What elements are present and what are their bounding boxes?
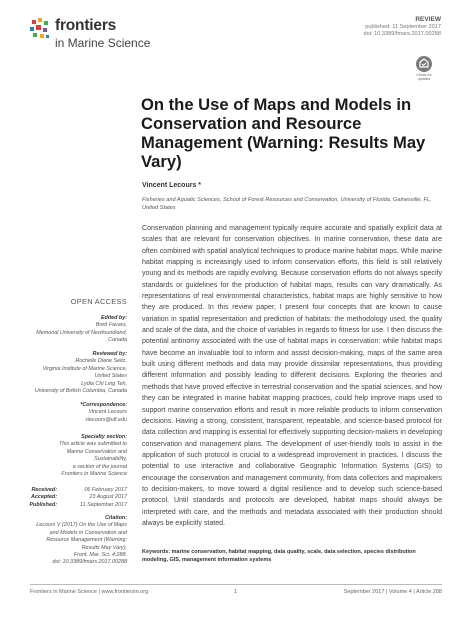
editor-line: Canada: [108, 337, 127, 344]
author-affiliation: Fisheries and Aquatic Sciences, School of Forest Resources and Conservation, University of Florida, Gainesville, FL, United States: [142, 197, 432, 211]
correspondence-email[interactable]: vlecours@ufl.edu: [85, 416, 127, 423]
section-line: This article was submitted to: [58, 441, 127, 448]
reviewed-by-label: Reviewed by:: [92, 351, 127, 357]
author-name[interactable]: Vincent Lecours *: [142, 182, 202, 189]
section-line: a section of the journal: [72, 463, 127, 470]
article-doi[interactable]: doi: 10.3389/fmars.2017.00288: [363, 31, 441, 37]
correspondence-name: Vincent Lecours: [88, 409, 127, 416]
published-date-side: 11 September 2017: [80, 501, 127, 508]
edited-by-block: [0, 315, 127, 345]
accepted-date: 23 August 2017: [89, 494, 127, 501]
dates-block: [0, 487, 127, 509]
check-updates-icon: [416, 56, 432, 72]
section-line: Marine Conservation and: [66, 448, 127, 455]
check-for-updates-button[interactable]: [413, 56, 435, 82]
section-line: Sustainability,: [94, 456, 127, 463]
reviewer-line: University of British Columbia, Canada: [34, 388, 127, 395]
keywords: [142, 548, 442, 564]
edited-by-label: Edited by:: [100, 315, 127, 321]
page-number: 1: [234, 589, 238, 595]
editor-line: Memorial University of Newfoundland,: [36, 329, 127, 336]
citation-block: [0, 515, 127, 567]
citation-doi[interactable]: doi: 10.3389/fmars.2017.00288: [52, 559, 127, 566]
section-line: Frontiers in Marine Science: [61, 471, 127, 478]
specialty-section-label: Specialty section:: [81, 434, 127, 440]
citation-line: Results May Vary).: [81, 544, 127, 551]
footer-journal[interactable]: Frontiers in Marine Science | www.frontiersin.org: [30, 589, 149, 595]
reviewed-by-block: [0, 351, 127, 395]
accepted-row: [0, 494, 127, 501]
received-date: 06 February 2017: [84, 487, 127, 493]
article-type: REVIEW: [415, 16, 441, 23]
accepted-label: Accepted:: [30, 494, 57, 501]
editor-line: Brett Favaro,: [95, 322, 127, 329]
correspondence-block: [0, 402, 127, 424]
logo-subtitle: in Marine Science: [55, 36, 151, 50]
article-meta: [364, 16, 441, 39]
reviewer-line: Virginia Institute of Marine Science,: [42, 365, 127, 372]
reviewer-line: Rochelle Diane Seitz,: [75, 358, 127, 365]
footer-divider: [30, 584, 442, 585]
reviewer-line: United States: [94, 373, 127, 380]
frontiers-logo-icon: [30, 18, 52, 42]
citation-label: Citation:: [105, 515, 127, 521]
correspondence-label: *Correspondence:: [80, 402, 127, 408]
check-updates-label: Check for updates: [416, 73, 432, 81]
specialty-section-block: [0, 434, 127, 478]
article-title: On the Use of Maps and Models in Conservation and Resource Management (Warning: Results May Vary): [141, 95, 426, 171]
published-label: Published:: [29, 501, 57, 508]
citation-line: Resource Management (Warning:: [46, 537, 127, 544]
keywords-label: Keywords:: [142, 549, 171, 555]
received-row: [0, 487, 127, 494]
open-access-label: OPEN ACCESS: [70, 297, 127, 306]
received-label: Received:: [31, 487, 57, 493]
citation-line: Lecours V (2017) On the Use of Maps: [36, 522, 127, 529]
footer-volume: September 2017 | Volume 4 | Article 288: [343, 589, 442, 595]
abstract-text: Conservation planning and management typically require accurate and spatially explicit data at scales that are relevant for conservation objectives. In marine conservation, these data are often combined with spatial analytical techniques to produce marine habitat maps. While marine habitat mapping is increasingly used to inform conservation efforts, this field is still relatively young and its methods are rapidly evolving. Because conservation efforts do not always specify standards or guidelines for the production of habitat maps, results can vary dramatically. As representations of real environmental characteristics, habitat maps are highly sensitive to how they are produced. In this review paper, I present four concepts that are known to cause variation in spatial representation and prediction of habitats: the methodology used, the quality and scale of the data, and the choice of variables in regards to fitness for use. I then discuss the potential antinomy associated with the use of habitat maps in conservation: while habitat maps have become an invaluable tool to inform and assist decision-making, maps of the same area built using different methods and data may provide dissimilar representations, thus providing different information and possibly leading to different decisions. Exploring the theories and methods that have proved effective in terrestrial conservation and the spatial sciences, and how they can be integrated in marine habitat mapping practices, could help improve maps used to support marine conservation efforts and result in more reliable products to inform conservation decisions. Having a strong, consistent, transparent, repeatable, and science-based protocol for data collection and mapping is essential for effectively supporting decision-makers in developing conservation and management plans. The development of user-friendly tools to assist in the application of such protocol is crucial to a widespread improvement in practices. I discuss the potential to use interactive and collaborative Geographic Information Systems (GIS) to encourage the conservation and management community, from data collectors and mapmakers to decision-makers, to move toward a digital resilience and to develop such science-based protocol. Until standards and protocols are developed, habitat maps should always be interpreted with care, and the methods and metadata associated with their production should always be explicitly stated.: [142, 225, 442, 527]
reviewer-line: Lydia Chi Ling Teh,: [81, 380, 127, 387]
journal-logo: [30, 16, 190, 56]
logo-name: frontiers: [55, 17, 117, 34]
citation-line: and Models in Conservation and: [49, 529, 127, 536]
citation-line: Front. Mar. Sci. 4:288.: [73, 552, 127, 559]
published-date: published: 11 September 2017: [365, 23, 441, 30]
keywords-list: marine conservation, habitat mapping, data quality, scale, data selection, species distribution modeling, GIS, management information systems: [142, 549, 416, 563]
published-row: [0, 502, 127, 509]
